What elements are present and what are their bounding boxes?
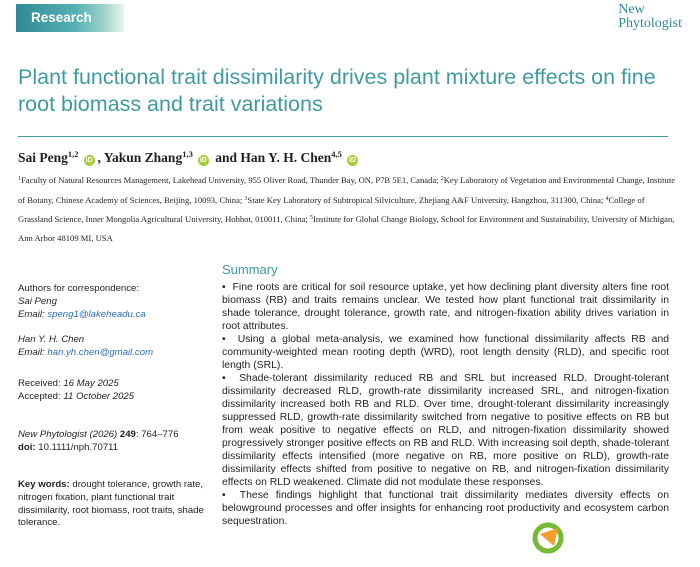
keywords-block — [18, 479, 206, 530]
doi-label: doi: — [18, 441, 36, 453]
correspondence-author: Sai Peng — [18, 295, 57, 307]
section-label: Research — [31, 10, 92, 25]
author-affiliation-ref: 1,3 — [182, 149, 193, 159]
author-affiliation-ref: 1,2 — [67, 149, 79, 159]
affiliation-number: 4 — [605, 195, 609, 202]
affiliation-text: Faculty of Natural Resources Management, Lakehead University, 955 Oliver Road, Thunder Bay, ON, P7B 5E1, Canada; — [21, 175, 441, 185]
affiliation-text: State Key Laboratory of Subtropical Silviculture, Zhejiang A&F University, Hangzhou, 311300, China; — [247, 194, 606, 205]
affiliation-number: 1 — [18, 176, 21, 182]
email-link[interactable]: han.yh.chen@gmail.com — [47, 346, 154, 358]
author-name[interactable]: Yakun Zhang — [103, 150, 183, 165]
author-separator: and — [211, 150, 241, 165]
correspondence-heading: Authors for correspondence: — [18, 283, 140, 294]
received-label: Received: — [18, 378, 61, 389]
keywords-label: Key words: — [18, 479, 70, 490]
summary-bullet: • Shade-tolerant dissimilarity reduced RB and SRL but increased RLD. Drought-tolerant dissimilarity decreased RLD, growth-rate dissimilarity increased SRL, and nitrogen-fixation dissimilarity increased both RB and RLD. Over time, drought-tolerant dissimilarity increasingly suppressed RLD, growth-rate dissimilarity switched from negative to positive effects on RB but from weak positive to negative effects on RLD, and nitrogen-fixation dissimilarity showed progressively stronger positive effects on RB and RLD. With increasing soil depth, shade-tolerant dissimilarity effects intensified (more negative on RB, more positive on RLD), growth-rate dissimilarity effects shifted from positive to negative on RB, and nitrogen-fixation dissimilarity effects on RLD weakened. Climate did not modulate these responses. — [222, 373, 669, 490]
summary-body — [222, 282, 669, 530]
title-divider — [18, 136, 668, 137]
author-name[interactable]: Sai Peng — [18, 150, 68, 165]
keywords-text: drought tolerance, growth rate, nitrogen fixation, plant functional trait dissimilarity, root biomass, root traits, shade tolerance. — [18, 479, 204, 529]
email-link[interactable]: speng1@lakeheadu.ca — [47, 308, 146, 320]
author-affiliation-ref: 4,5 — [331, 149, 342, 159]
received-date: 16 May 2025 — [63, 378, 119, 389]
pages: : 764–776 — [135, 429, 179, 440]
journal-logo — [618, 3, 682, 31]
affiliation-text: Key Laboratory of Vegetation and Environmental Change, Institute of Botany, Chinese Academy of Sciences, Beijing, 10093, China; — [18, 175, 676, 205]
author-list — [18, 149, 361, 166]
watermark-band — [568, 533, 646, 543]
citation-block — [18, 429, 179, 455]
summary-bullet: • These findings highlight that functional trait dissimilarity mediates diversity effects on belowground processes and offer insights for enhancing root productivity and ecosystem carbon sequestration. — [222, 490, 669, 529]
summary-bullet: • Fine roots are critical for soil resource uptake, yet how declining plant diversity alters fine root biomass (RB) and traits remains unclear. We tested how plant functional trait dissimilarity in shade tolerance, drought tolerance, growth rate, and nitrogen-fixation ability drives variation in root attributes. — [222, 282, 669, 334]
affiliations — [18, 170, 680, 247]
affiliation-text: College of Grassland Science, Inner Mongolia Agricultural University, Hohhot, 010011, China; — [18, 194, 645, 225]
summary-bullet: • Using a global meta-analysis, we examined how functional dissimilarity affects RB and community-weighted mean rooting depth (WRD), root length density (RLD), and specific root length (SRL). — [222, 334, 669, 373]
section-banner — [16, 4, 124, 32]
watermark-overlay — [528, 516, 648, 562]
correspondence-author: Han Y. H. Chen — [18, 334, 85, 346]
volume: 249 — [119, 429, 136, 440]
journal-logo-line2: Phytologist — [618, 16, 682, 31]
accepted-date: 11 October 2025 — [63, 390, 135, 402]
article-dates — [18, 378, 134, 404]
journal-logo-line1: New — [618, 2, 645, 17]
affiliation-number: 2 — [440, 176, 444, 182]
article-title: Plant functional trait dissimilarity drives plant mixture effects on fine root biomass and trait variations — [18, 65, 656, 116]
summary-heading: Summary — [222, 262, 278, 277]
correspondence-block — [18, 283, 153, 360]
affiliation-number: 3 — [244, 195, 248, 202]
watermark-arrow-icon — [540, 528, 558, 546]
author-name[interactable]: Han Y. H. Chen — [240, 150, 332, 165]
email-label: Email: — [18, 346, 45, 358]
doi-link[interactable]: 10.1111/nph.70711 — [38, 441, 119, 453]
journal-year: New Phytologist (2026) — [18, 429, 118, 440]
email-label: Email: — [18, 308, 45, 320]
affiliation-number: 5 — [309, 215, 313, 222]
orcid-icon[interactable]: iD — [348, 157, 356, 164]
orcid-icon[interactable]: iD — [85, 157, 93, 164]
author-separator: , — [97, 150, 104, 165]
orcid-icon[interactable]: iD — [199, 157, 207, 164]
accepted-label: Accepted: — [18, 390, 61, 402]
affiliation-text: Institute for Global Change Biology, School for Environment and Sustainability, University of Michigan, Ann Arbor 48109 MI, USA — [18, 214, 675, 243]
